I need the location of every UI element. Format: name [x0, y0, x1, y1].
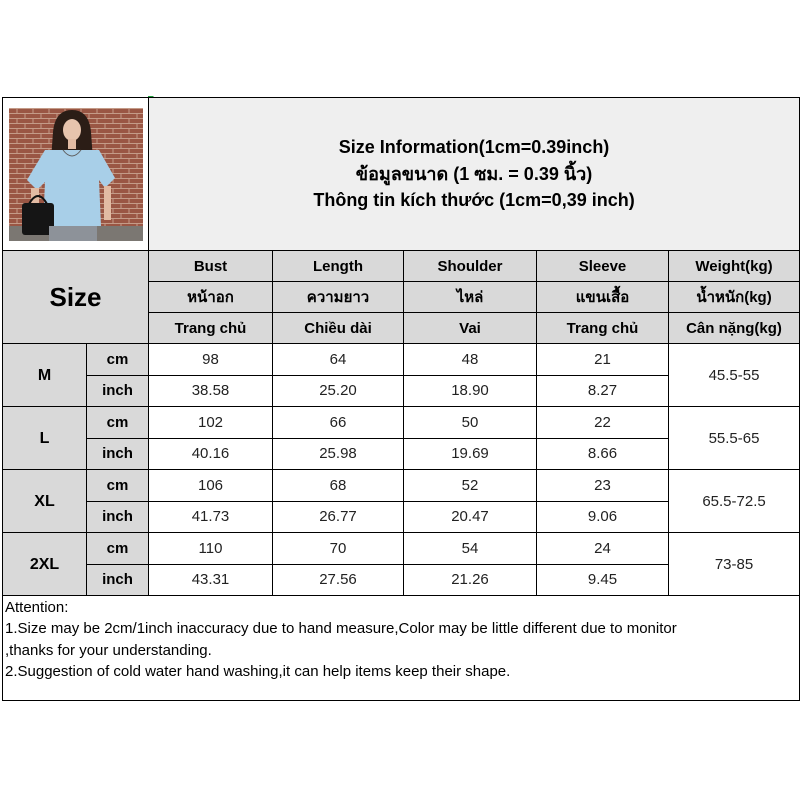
unit-cm: cm — [87, 344, 149, 376]
length-cm: 66 — [273, 407, 404, 439]
length-cm: 64 — [273, 344, 404, 376]
length-cm: 68 — [273, 470, 404, 502]
shoulder-cm: 48 — [404, 344, 537, 376]
weight-range: 65.5-72.5 — [669, 470, 800, 533]
column-header-weight-thai: น้ำหนัก(kg) — [669, 282, 800, 313]
column-header-length: Length — [273, 251, 404, 282]
sleeve-inch: 9.45 — [537, 564, 669, 596]
column-header-sleeve-vi: Trang chủ — [537, 313, 669, 344]
attention-line: ,thanks for your understanding. — [5, 641, 212, 659]
column-header-shoulder: Shoulder — [404, 251, 537, 282]
size-label-l: L — [3, 407, 87, 470]
sleeve-cm: 23 — [537, 470, 669, 502]
attention-notes — [3, 596, 800, 701]
table-row — [3, 407, 800, 439]
unit-cm: cm — [87, 470, 149, 502]
column-header-shoulder-vi: Vai — [404, 313, 537, 344]
column-header-shoulder-thai: ไหล่ — [404, 282, 537, 313]
shoulder-inch: 18.90 — [404, 375, 537, 407]
shoulder-cm: 52 — [404, 470, 537, 502]
sleeve-cm: 24 — [537, 533, 669, 565]
size-label-m: M — [3, 344, 87, 407]
size-info-title — [149, 98, 800, 251]
size-header: Size — [3, 251, 149, 344]
sleeve-cm: 21 — [537, 344, 669, 376]
bust-cm: 98 — [149, 344, 273, 376]
bust-inch: 43.31 — [149, 564, 273, 596]
attention-line: 1.Size may be 2cm/1inch inaccuracy due to hand measure,Color may be little different due to monitor — [5, 620, 677, 638]
unit-cm: cm — [87, 407, 149, 439]
sleeve-inch: 9.06 — [537, 501, 669, 533]
column-header-bust-vi: Trang chủ — [149, 313, 273, 344]
length-inch: 25.98 — [273, 438, 404, 470]
shoulder-cm: 50 — [404, 407, 537, 439]
unit-inch: inch — [87, 438, 149, 470]
sleeve-cm: 22 — [537, 407, 669, 439]
sleeve-inch: 8.66 — [537, 438, 669, 470]
column-header-length-thai: ความยาว — [273, 282, 404, 313]
bust-inch: 41.73 — [149, 501, 273, 533]
weight-range: 55.5-65 — [669, 407, 800, 470]
weight-range: 45.5-55 — [669, 344, 800, 407]
unit-cm: cm — [87, 533, 149, 565]
length-inch: 25.20 — [273, 375, 404, 407]
attention-line: 2.Suggestion of cold water hand washing,it can help items keep their shape. — [5, 662, 511, 680]
bust-cm: 110 — [149, 533, 273, 565]
title-vietnamese: Thông tin kích thước (1cm=0,39 inch) — [313, 190, 635, 211]
size-label-xl: XL — [3, 470, 87, 533]
table-row — [3, 533, 800, 565]
product-photo-cell — [3, 98, 149, 251]
bust-inch: 38.58 — [149, 375, 273, 407]
column-header-bust-thai: หน้าอก — [149, 282, 273, 313]
unit-inch: inch — [87, 564, 149, 596]
column-header-weight-vi: Cân nặng(kg) — [669, 313, 800, 344]
header-row-english — [3, 251, 800, 282]
shoulder-cm: 54 — [404, 533, 537, 565]
title-english: Size Information(1cm=0.39inch) — [338, 137, 610, 158]
shoulder-inch: 21.26 — [404, 564, 537, 596]
column-header-bust: Bust — [149, 251, 273, 282]
title-thai: ข้อมูลขนาด (1 ซม. = 0.39 นิ้ว) — [355, 163, 593, 184]
bust-inch: 40.16 — [149, 438, 273, 470]
shoulder-inch: 19.69 — [404, 438, 537, 470]
title-row — [3, 98, 800, 251]
unit-inch: inch — [87, 501, 149, 533]
size-label-2xl: 2XL — [3, 533, 87, 596]
column-header-sleeve: Sleeve — [537, 251, 669, 282]
bust-cm: 102 — [149, 407, 273, 439]
model-photo — [9, 108, 143, 241]
size-chart-table — [2, 97, 800, 701]
table-row — [3, 470, 800, 502]
column-header-sleeve-thai: แขนเสื้อ — [537, 282, 669, 313]
attention-row — [3, 596, 800, 701]
column-header-weight: Weight(kg) — [669, 251, 800, 282]
sleeve-inch: 8.27 — [537, 375, 669, 407]
column-header-length-vi: Chiều dài — [273, 313, 404, 344]
unit-inch: inch — [87, 375, 149, 407]
table-row — [3, 344, 800, 376]
weight-range: 73-85 — [669, 533, 800, 596]
length-inch: 26.77 — [273, 501, 404, 533]
shoulder-inch: 20.47 — [404, 501, 537, 533]
bust-cm: 106 — [149, 470, 273, 502]
length-inch: 27.56 — [273, 564, 404, 596]
attention-heading: Attention: — [5, 599, 69, 616]
length-cm: 70 — [273, 533, 404, 565]
